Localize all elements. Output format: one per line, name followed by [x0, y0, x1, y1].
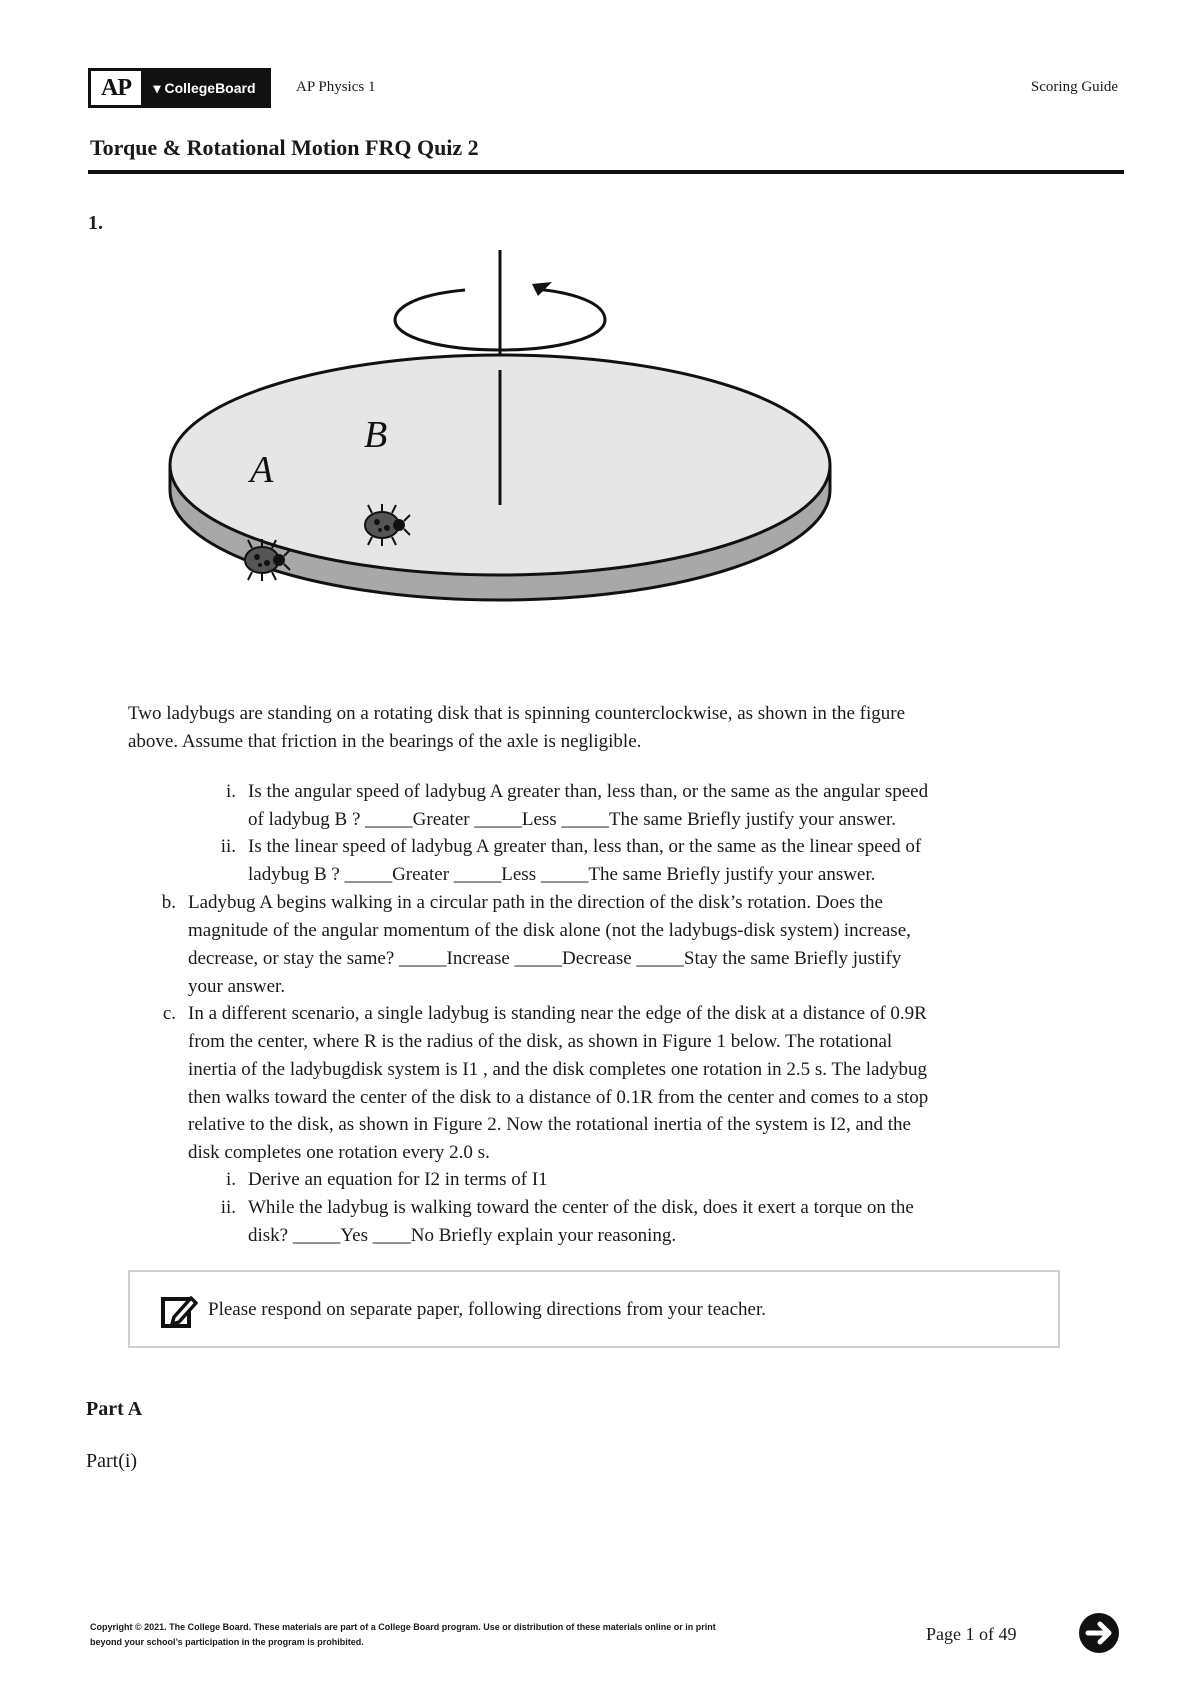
- item-marker: b.: [161, 892, 176, 913]
- item-line: then walks toward the center of the disk to a distance of 0.1R from the center and comes to a stop: [188, 1087, 929, 1108]
- item-marker: ii.: [220, 1197, 236, 1218]
- question-number: 1.: [88, 212, 103, 234]
- item-marker: c.: [162, 1003, 176, 1024]
- copyright-notice: Copyright © 2021. The College Board. These materials are part of a College Board program. Use or distribution of these materials online or in print beyond your school’s participation in the program is prohibited.: [90, 1622, 716, 1647]
- rotation-arrowhead-icon: [532, 282, 552, 296]
- shield-icon: ▾: [153, 79, 161, 96]
- page-title: Torque & Rotational Motion FRQ Quiz 2: [90, 135, 479, 160]
- item-line: decrease, or stay the same? _____Increase _____Decrease _____Stay the same Briefly justify: [188, 948, 902, 969]
- intro-line: above. Assume that friction in the bearings of the axle is negligible.: [128, 731, 642, 752]
- response-instructions: Please respond on separate paper, following directions from your teacher.: [208, 1299, 766, 1320]
- item-line: Ladybug A begins walking in a circular path in the direction of the disk’s rotation. Does the: [188, 892, 883, 913]
- item-line: Derive an equation for I2 in terms of I1: [248, 1169, 548, 1190]
- item-line: of ladybug B ? _____Greater _____Less _____The same Briefly justify your answer.: [248, 809, 896, 830]
- part-a-heading: Part A: [86, 1398, 143, 1420]
- ap-logo-text: AP: [91, 71, 141, 105]
- course-name: AP Physics 1: [296, 79, 376, 95]
- item-line: Is the angular speed of ladybug A greater than, less than, or the same as the angular speed: [248, 781, 929, 802]
- item-marker: i.: [225, 781, 236, 802]
- item-line: While the ladybug is walking toward the center of the disk, does it exert a torque on the: [248, 1197, 914, 1218]
- collegeboard-logo-text: ▾ CollegeBoard: [153, 79, 256, 96]
- item-line: magnitude of the angular momentum of the disk alone (not the ladybugs-disk system) increase,: [188, 920, 911, 941]
- item-line: disk completes one rotation every 2.0 s.: [188, 1142, 490, 1163]
- item-line: from the center, where R is the radius of the disk, as shown in Figure 1 below. The rotational: [188, 1031, 893, 1052]
- item-line: inertia of the ladybugdisk system is I1 , and the disk completes one rotation in 2.5 s. The ladybug: [188, 1059, 927, 1080]
- label-a: A: [250, 449, 274, 491]
- page-number: Page 1 of 49: [926, 1624, 1017, 1644]
- item-line: ladybug B ? _____Greater _____Less _____The same Briefly justify your answer.: [248, 864, 876, 885]
- label-b: B: [364, 414, 388, 456]
- scoring-guide-label: Scoring Guide: [1030, 79, 1118, 95]
- intro-line: Two ladybugs are standing on a rotating disk that is spinning counterclockwise, as shown in the figure: [128, 703, 905, 724]
- item-line: your answer.: [188, 976, 286, 997]
- ap-collegeboard-logo: [88, 68, 271, 108]
- pencil-edit-icon: [160, 1292, 198, 1330]
- item-marker: ii.: [220, 836, 236, 857]
- part-i-label: Part(i): [86, 1450, 138, 1472]
- title-divider: [88, 170, 1124, 174]
- item-line: relative to the disk, as shown in Figure 2. Now the rotational inertia of the system is I2, and the: [188, 1114, 911, 1135]
- item-line: In a different scenario, a single ladybug is standing near the edge of the disk at a distance of 0.9R: [188, 1003, 927, 1024]
- item-marker: i.: [225, 1169, 236, 1190]
- item-line: Is the linear speed of ladybug A greater than, less than, or the same as the linear speed of: [248, 836, 922, 857]
- item-line: disk? _____Yes ____No Briefly explain your reasoning.: [248, 1225, 677, 1246]
- next-page-arrow-icon[interactable]: [1078, 1612, 1120, 1654]
- rotating-disk-figure: [160, 240, 860, 660]
- question-intro: [128, 700, 1078, 756]
